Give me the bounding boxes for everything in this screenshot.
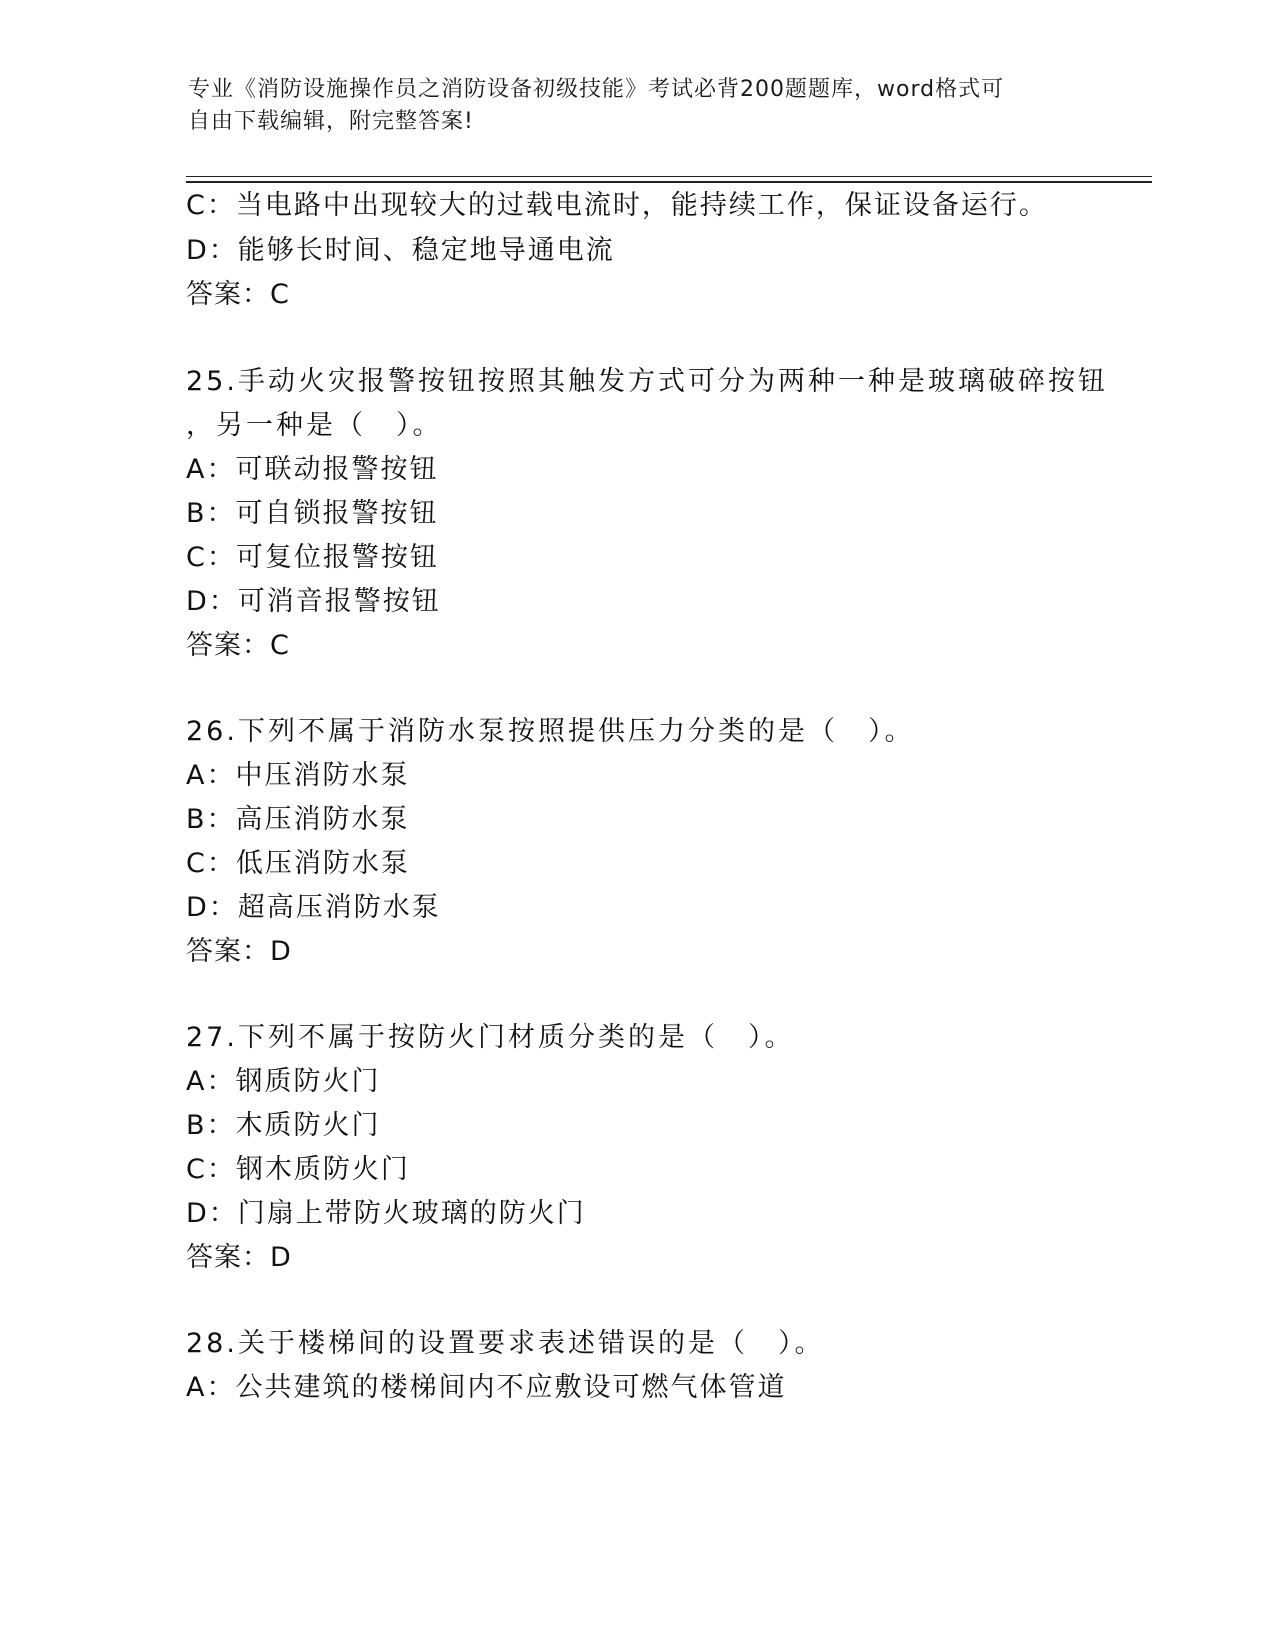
question-25-option-c: C：可复位报警按钮	[186, 542, 439, 573]
question-26-option-d: D：超高压消防水泵	[186, 892, 441, 923]
question-26-option-a: A：中压消防水泵	[186, 760, 410, 791]
prev-option-d: D：能够长时间、稳定地导通电流	[186, 235, 615, 266]
question-27-answer: 答案：D	[186, 1242, 292, 1273]
question-25-answer: 答案：C	[186, 630, 290, 661]
question-25-option-a: A：可联动报警按钮	[186, 454, 439, 485]
question-27-stem: 27.下列不属于按防火门材质分类的是（ ）。	[186, 1022, 795, 1053]
question-26-option-b: B：高压消防水泵	[186, 804, 410, 835]
question-25-stem-line-2: ，另一种是（ ）。	[186, 410, 443, 441]
header-line-1: 专业《消防设施操作员之消防设备初级技能》考试必背200题题库，word格式可	[188, 77, 1005, 102]
question-27-option-c: C：钢木质防火门	[186, 1154, 410, 1185]
question-26-answer: 答案：D	[186, 936, 292, 967]
question-27-option-b: B：木质防火门	[186, 1110, 381, 1141]
question-27-option-d: D：门扇上带防火玻璃的防火门	[186, 1198, 586, 1229]
header-divider-thick	[186, 181, 1152, 183]
question-27-option-a: A：钢质防火门	[186, 1066, 381, 1097]
question-25-stem-line-1: 25.手动火灾报警按钮按照其触发方式可分为两种一种是玻璃破碎按钮	[186, 366, 1108, 397]
header-divider-thin	[186, 176, 1152, 177]
document-header	[188, 74, 1088, 138]
prev-option-c: C：当电路中出现较大的过载电流时，能持续工作，保证设备运行。	[186, 190, 1048, 221]
question-26-stem: 26.下列不属于消防水泵按照提供压力分类的是（ ）。	[186, 716, 915, 747]
prev-answer: 答案：C	[186, 279, 290, 310]
question-28-stem: 28.关于楼梯间的设置要求表述错误的是（ ）。	[186, 1328, 825, 1359]
question-26-option-c: C：低压消防水泵	[186, 848, 410, 879]
question-28-option-a: A：公共建筑的楼梯间内不应敷设可燃气体管道	[186, 1372, 787, 1403]
question-25-option-b: B：可自锁报警按钮	[186, 498, 439, 529]
question-25-option-d: D：可消音报警按钮	[186, 586, 441, 617]
header-line-2: 自由下载编辑，附完整答案!	[188, 109, 474, 134]
